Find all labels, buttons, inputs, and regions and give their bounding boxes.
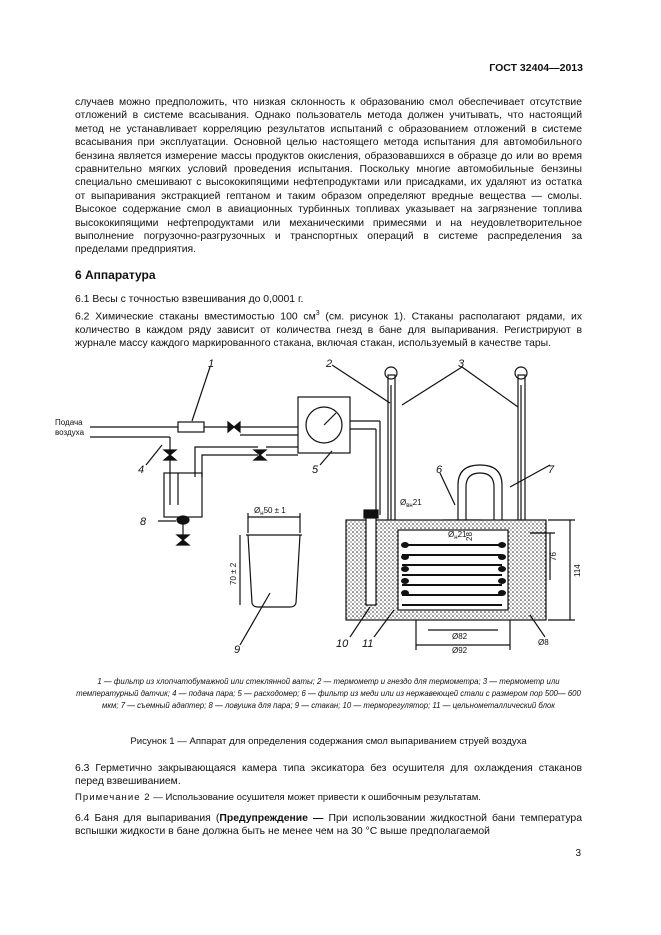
dim-h21: $Ø_н21$ [448,530,467,541]
valve-4 [164,450,176,460]
paragraph-6-4 [75,812,582,839]
note-text: — Использование осушителя может привести к ошибочным результатам. [150,792,481,803]
p62-before: 6.2 Химические стаканы вместимостью 100 см [75,311,316,323]
fig-label-9: 9 [234,644,241,655]
p64-after: При использовании жидкостной бани температура вспышки жидкости в бане должна быть не менее чем на 30 °C выше предполагаемой [75,813,582,838]
filter-1 [178,422,204,432]
air-supply-2: воздуха [55,428,85,437]
dim-76: 76 [549,552,558,561]
dim-92: Ø92 [452,646,468,655]
fig-label-10: 10 [336,638,349,650]
p64-before: 6.4 Баня для выпаривания ( [75,813,220,824]
standard-number: ГОСТ 32404—2013 [489,62,583,74]
page-number: 3 [575,848,581,859]
fig-label-1: 1 [208,358,215,370]
fig-label-8: 8 [140,516,147,528]
fig-label-4: 4 [138,464,145,476]
note-2 [75,792,582,803]
figure-caption: Рисунок 1 — Аппарат для определения содержания смол выпариванием струей воздуха [130,736,527,747]
dim-beaker-d: $Ø_н50 \pm 1$ [254,506,286,517]
fig-label-11: 11 [362,638,374,650]
dim-8: Ø8 [538,638,549,647]
section-heading: 6 Аппаратура [75,268,156,282]
air-supply-1: Подача [55,418,83,427]
p62-after: (см. рисунок 1). Стаканы располагают рядами, их количество в каждом ряду зависит от количества гнезд в бане для выпаривания. Регистрируют в журнале массу каждого маркированного стакана, включая стакан, используемый в качестве тары. [75,311,583,350]
dim-114: 114 [573,564,582,577]
intro-paragraph: случаев можно предположить, что низкая склонность к образованию смол обеспечивает отсутствие отложений в системе всасывания. Однако пользователь метода должен учитывать, что настоящий метод не устанавливает корреляцию результатов испытаний с образованием отложений в системе всасывания при эксплуатации. Основной целью настоящего метода испытания для автомобильного бензина является измерение массы продуктов окисления, образовавшихся в образце до или во время сравнительно мягких условий проведения испытания. Поскольку многие автомобильные бензины специально смешивают с высококипящими нефтепродуктами или присадками, их удаляют из остатка от выпаривания экстракцией гептаном и таким образом определяют вредные вещества — смолы. Высокое содержание смол в авиационных турбинных топливах указывает на загрязнение топлива высококипящими нефтепродуктами или механическими примесями и на неудовлетворительное выполнение погрузочно-разгрузочных и транспортных операций в системе распределения за пределами предприятия. [75,97,582,256]
valve-1 [228,422,240,432]
p62-sup: 3 [315,310,320,317]
figure-legend: 1 — фильтр из хлопчатобумажной или стеклянной ваты; 2 — термометр и гнездо для термометра; 3 — термометр или температурный датчик; 4 — подача пара; 5 — расходомер; 6 — фильтр из меди или из нержавеющей стали с размером пор 500— 600 мкм; 7 — съемный адаптер; 8 — ловушка для пара; 9 — стакан; 10 — терморегулятор; 11 — цельнометаллический блок [76,677,581,710]
paragraph-6-1-text: 6.1 Весы с точностью взвешивания до 0,0001 г. [75,294,304,305]
fig-label-5: 5 [312,464,319,476]
fig-label-3: 3 [458,358,465,370]
fig-label-2: 2 [326,358,333,370]
note-label: Примечание 2 [75,792,151,803]
paragraph-6-3: 6.3 Герметично закрывающаяся камера типа эксикатора без осушителя для охлаждения стаканов перед взвешиванием. [75,763,582,788]
dim-bv21: $Ø_{вн}21$ [400,498,422,509]
dim-28: 28 [465,532,474,541]
paragraph-6-2 [75,307,582,351]
apparatus-figure [40,355,620,655]
fig-label-6: 6 [436,464,443,476]
fig-label-7: 7 [548,464,555,476]
paragraph-6-1 [75,293,582,306]
dim-82: Ø82 [452,632,468,641]
dim-beaker-h: 70 ± 2 [229,562,238,585]
p64-warning: Предупреждение — [219,813,324,824]
